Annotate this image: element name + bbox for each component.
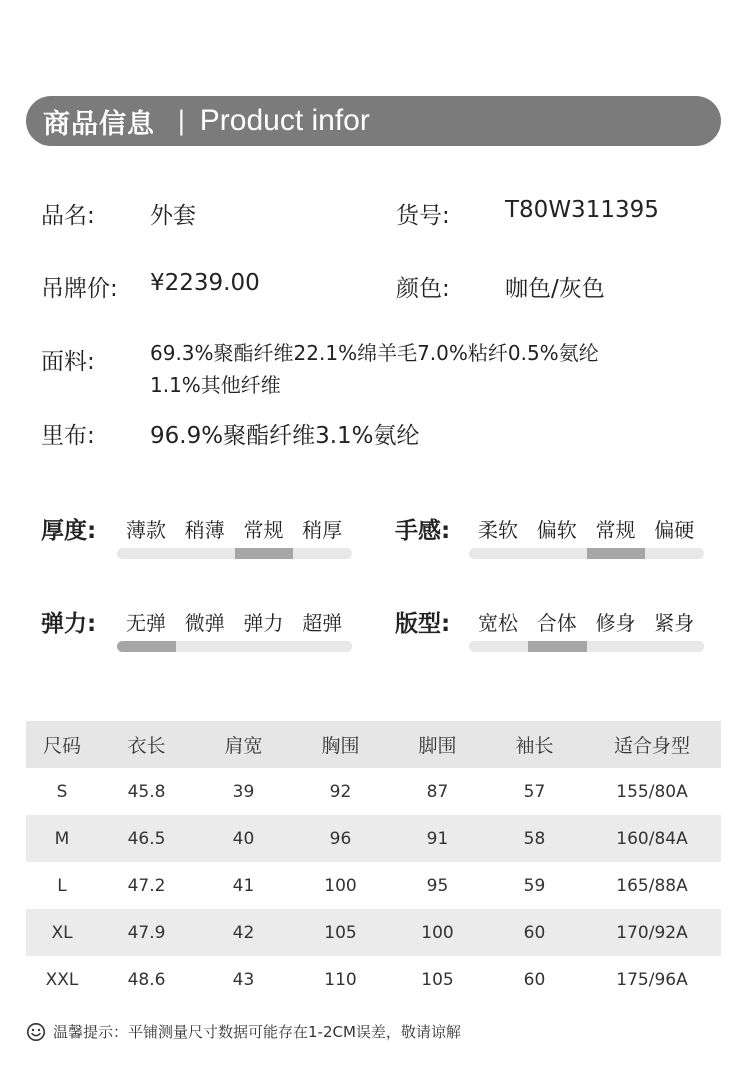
fit-option-2: 修身: [595, 611, 636, 635]
thickness-option-3: 稍厚: [302, 518, 343, 542]
table-cell: M: [26, 815, 98, 862]
section-header: [26, 96, 721, 146]
table-cell: 175/96A: [616, 969, 688, 990]
table-row: [26, 815, 721, 862]
section-title-separator: |: [177, 106, 186, 136]
table-cell: 100: [324, 875, 357, 896]
fit-option-3: 紧身: [654, 611, 695, 635]
fit-option-1: 合体: [536, 611, 577, 635]
table-cell: 155/80A: [616, 781, 688, 802]
table-cell: 47.9: [98, 909, 195, 956]
fabric-label: 面料:: [41, 349, 95, 375]
header-cell-shoulder: 肩宽: [195, 721, 292, 768]
feel-label: 手感:: [395, 518, 451, 544]
fit-scale-indicator: [528, 641, 587, 652]
thickness-option-1: 稍薄: [184, 518, 225, 542]
name-value: 外套: [150, 203, 196, 229]
feel-scale-indicator: [587, 548, 646, 559]
table-cell: 110: [324, 969, 357, 990]
feel-scale-track: [469, 548, 704, 559]
header-cell-sleeve: 袖长: [486, 721, 583, 768]
table-cell: XXL: [45, 969, 79, 990]
header-cell-body-type: 适合身型: [583, 721, 721, 768]
section-title-en: Product infor: [199, 104, 370, 137]
elasticity-option-2: 弹力: [243, 611, 284, 635]
color-label: 颜色:: [396, 276, 450, 302]
elasticity-option-1: 微弹: [184, 611, 225, 635]
name-label: 品名:: [41, 203, 95, 229]
table-cell: 40: [195, 815, 292, 862]
table-cell: 100: [389, 909, 486, 956]
table-cell: 41: [232, 875, 255, 896]
elasticity-scale-indicator: [117, 641, 176, 652]
table-cell: 57: [523, 781, 546, 802]
header-cell-chest: 胸围: [292, 721, 389, 768]
table-row: [26, 768, 721, 815]
feel-option-2: 常规: [595, 518, 636, 542]
table-cell: 105: [292, 909, 389, 956]
table-cell: 60: [486, 909, 583, 956]
feel-option-1: 偏软: [536, 518, 577, 542]
table-row: [26, 862, 721, 909]
table-cell: 105: [421, 969, 454, 990]
price-label: 吊牌价:: [41, 276, 118, 302]
lining-label: 里布:: [41, 423, 95, 449]
sku-value: T80W311395: [505, 197, 659, 223]
table-cell: 95: [426, 875, 449, 896]
thickness-option-0: 薄款: [126, 518, 166, 542]
table-cell: 91: [389, 815, 486, 862]
header-cell-length: 衣长: [98, 721, 195, 768]
sku-label: 货号:: [396, 203, 450, 229]
table-cell: 160/84A: [583, 815, 721, 862]
smiley-icon: [26, 1022, 46, 1042]
table-cell: 45.8: [127, 781, 166, 802]
table-row: [26, 909, 721, 956]
section-title-cn: 商品信息: [43, 108, 155, 140]
header-cell-size: 尺码: [26, 721, 98, 768]
footnote-text: 温馨提示：平铺测量尺寸数据可能存在1-2CM误差，敬请谅解: [53, 1023, 461, 1041]
table-cell: 47.2: [127, 875, 166, 896]
fabric-value-line1: 69.3%聚酯纤维22.1%绵羊毛7.0%粘纤0.5%氨纶: [150, 341, 599, 365]
size-table-header-row: [26, 721, 721, 768]
table-cell: L: [57, 875, 67, 896]
table-cell: S: [56, 781, 68, 802]
thickness-scale-track: [117, 548, 352, 559]
elasticity-option-3: 超弹: [302, 611, 343, 635]
table-cell: 42: [195, 909, 292, 956]
table-cell: XL: [26, 909, 98, 956]
table-cell: 92: [329, 781, 352, 802]
fit-scale-track: [469, 641, 704, 652]
footnote: [26, 1021, 461, 1042]
table-cell: 39: [232, 781, 255, 802]
fit-label: 版型:: [395, 611, 451, 637]
table-cell: 60: [523, 969, 546, 990]
table-cell: 170/92A: [583, 909, 721, 956]
fit-option-0: 宽松: [478, 611, 518, 635]
table-cell: 48.6: [127, 969, 166, 990]
size-table: [26, 721, 721, 1003]
elasticity-option-0: 无弹: [126, 611, 166, 635]
header-cell-hem: 脚围: [389, 721, 486, 768]
price-value: ¥2239.00: [150, 270, 260, 296]
feel-option-3: 偏硬: [654, 518, 695, 542]
table-cell: 58: [486, 815, 583, 862]
table-cell: 59: [523, 875, 546, 896]
table-row: [26, 956, 721, 1003]
table-cell: 165/88A: [616, 875, 688, 896]
lining-value: 96.9%聚酯纤维3.1%氨纶: [150, 423, 420, 449]
thickness-label: 厚度:: [41, 518, 97, 544]
table-cell: 87: [426, 781, 449, 802]
thickness-scale-indicator: [235, 548, 294, 559]
thickness-option-2: 常规: [243, 518, 284, 542]
color-value: 咖色/灰色: [505, 276, 605, 302]
feel-option-0: 柔软: [478, 518, 518, 542]
elasticity-scale-track: [117, 641, 352, 652]
fabric-value-line2: 1.1%其他纤维: [150, 373, 281, 397]
elasticity-label: 弹力:: [41, 611, 97, 637]
table-cell: 46.5: [98, 815, 195, 862]
table-cell: 96: [292, 815, 389, 862]
table-cell: 43: [232, 969, 255, 990]
